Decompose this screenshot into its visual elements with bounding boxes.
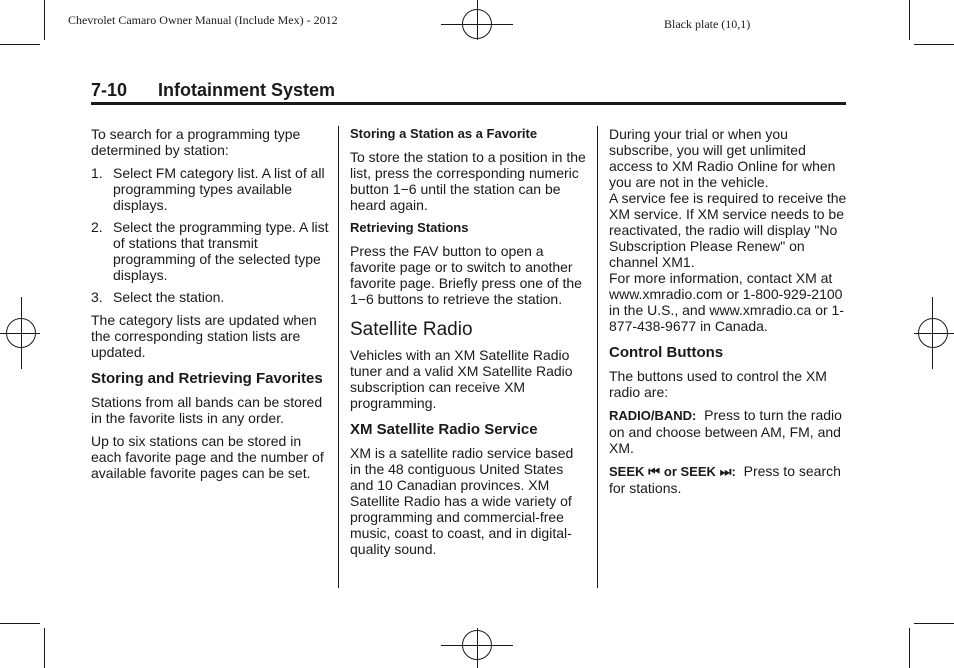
fee-paragraph: A service fee is required to receive the XM service. If XM service needs to be reactivated, the radio will display "No Subscription Please Renew" on channel XM1. xyxy=(609,190,847,270)
control-paragraph: The buttons used to control the XM radio are: xyxy=(609,368,827,400)
service-paragraph: XM is a satellite radio service based in the 48 contiguous United States and 10 Canadian provinces. XM Satellite Radio has a wide variety of programming and commercial-free music, coast to coast, and in digital-quality sound. xyxy=(350,445,574,557)
crop-mark xyxy=(914,44,954,45)
control-buttons-heading: Control Buttons xyxy=(609,344,724,361)
radio-band-text: Press to turn the radio on and choose between AM, FM, and XM. xyxy=(609,407,842,456)
page-number: 7-10 xyxy=(91,80,128,100)
seek-label: SEEK xyxy=(609,464,645,479)
retrieving-heading: Retrieving Stations xyxy=(350,220,469,235)
list-item xyxy=(91,165,331,213)
seek-paragraph xyxy=(609,463,849,496)
crop-mark xyxy=(44,0,45,40)
contact-paragraph: For more information, contact XM at www.xmradio.com or 1-800-929-2100 in the U.S., and www.xmradio.ca or 1-877-438-9677 in Canada. xyxy=(609,270,844,334)
satellite-paragraph: Vehicles with an XM Satellite Radio tuner and a valid XM Satellite Radio subscription can receive XM programming. xyxy=(350,347,573,411)
service-heading: XM Satellite Radio Service xyxy=(350,421,538,438)
column-3 xyxy=(609,126,849,503)
storing-paragraph: To store the station to a position in the list, press the corresponding numeric button 1−6 until the station can be heard again. xyxy=(350,149,586,213)
column-2 xyxy=(350,126,588,564)
crop-mark xyxy=(0,44,40,45)
radio-band-label: RADIO/BAND: xyxy=(609,408,697,423)
section-title: Infotainment System xyxy=(158,80,336,100)
favorites-paragraph: Stations from all bands can be stored in the favorite lists in any order. xyxy=(91,394,323,426)
step-number: 3. xyxy=(91,289,103,305)
page-heading xyxy=(91,80,846,105)
trial-paragraph: During your trial or when you subscribe, you will get unlimited access to XM Radio Online for when you are not in the vehicle. xyxy=(609,126,836,190)
column-divider xyxy=(338,126,339,588)
list-item xyxy=(91,289,331,305)
note-paragraph: The category lists are updated when the corresponding station lists are updated. xyxy=(91,312,317,360)
crop-mark xyxy=(44,628,45,668)
retrieving-paragraph: Press the FAV button to open a favorite page or to switch to another favorite page. Briefly press one of the 1−6 buttons to retrieve the station. xyxy=(350,243,582,307)
seek-colon: : xyxy=(731,464,736,479)
step-text: Select the programming type. A list of stations that transmit programming of the selected type displays. xyxy=(113,219,329,283)
seek-text: Press to search for stations. xyxy=(609,463,841,496)
column-1 xyxy=(91,126,331,488)
step-number: 2. xyxy=(91,219,103,235)
plate-label: Black plate (10,1) xyxy=(664,17,751,31)
crop-mark xyxy=(909,0,910,40)
manual-title: Chevrolet Camaro Owner Manual (Include Mex) - 2012 xyxy=(68,13,338,27)
column-divider xyxy=(597,126,598,588)
favorites-paragraph: Up to six stations can be stored in each favorite page and the number of available favorite pages can be set. xyxy=(91,433,324,481)
satellite-radio-heading: Satellite Radio xyxy=(350,319,473,340)
crop-mark xyxy=(914,623,954,624)
step-number: 1. xyxy=(91,165,103,181)
seek-forward-icon: ⏭ xyxy=(719,464,732,479)
seek-or-label: or SEEK xyxy=(663,464,716,479)
crop-mark xyxy=(909,628,910,668)
intro-paragraph: To search for a programming type determined by station: xyxy=(91,126,301,158)
favorites-heading: Storing and Retrieving Favorites xyxy=(91,370,323,387)
step-text: Select FM category list. A list of all programming types available displays. xyxy=(113,165,325,213)
step-text: Select the station. xyxy=(113,289,225,305)
list-item xyxy=(91,219,331,283)
radio-band-paragraph xyxy=(609,407,849,456)
storing-heading: Storing a Station as a Favorite xyxy=(350,126,538,141)
seek-back-icon: ⏮ xyxy=(648,464,660,479)
crop-mark xyxy=(0,623,40,624)
